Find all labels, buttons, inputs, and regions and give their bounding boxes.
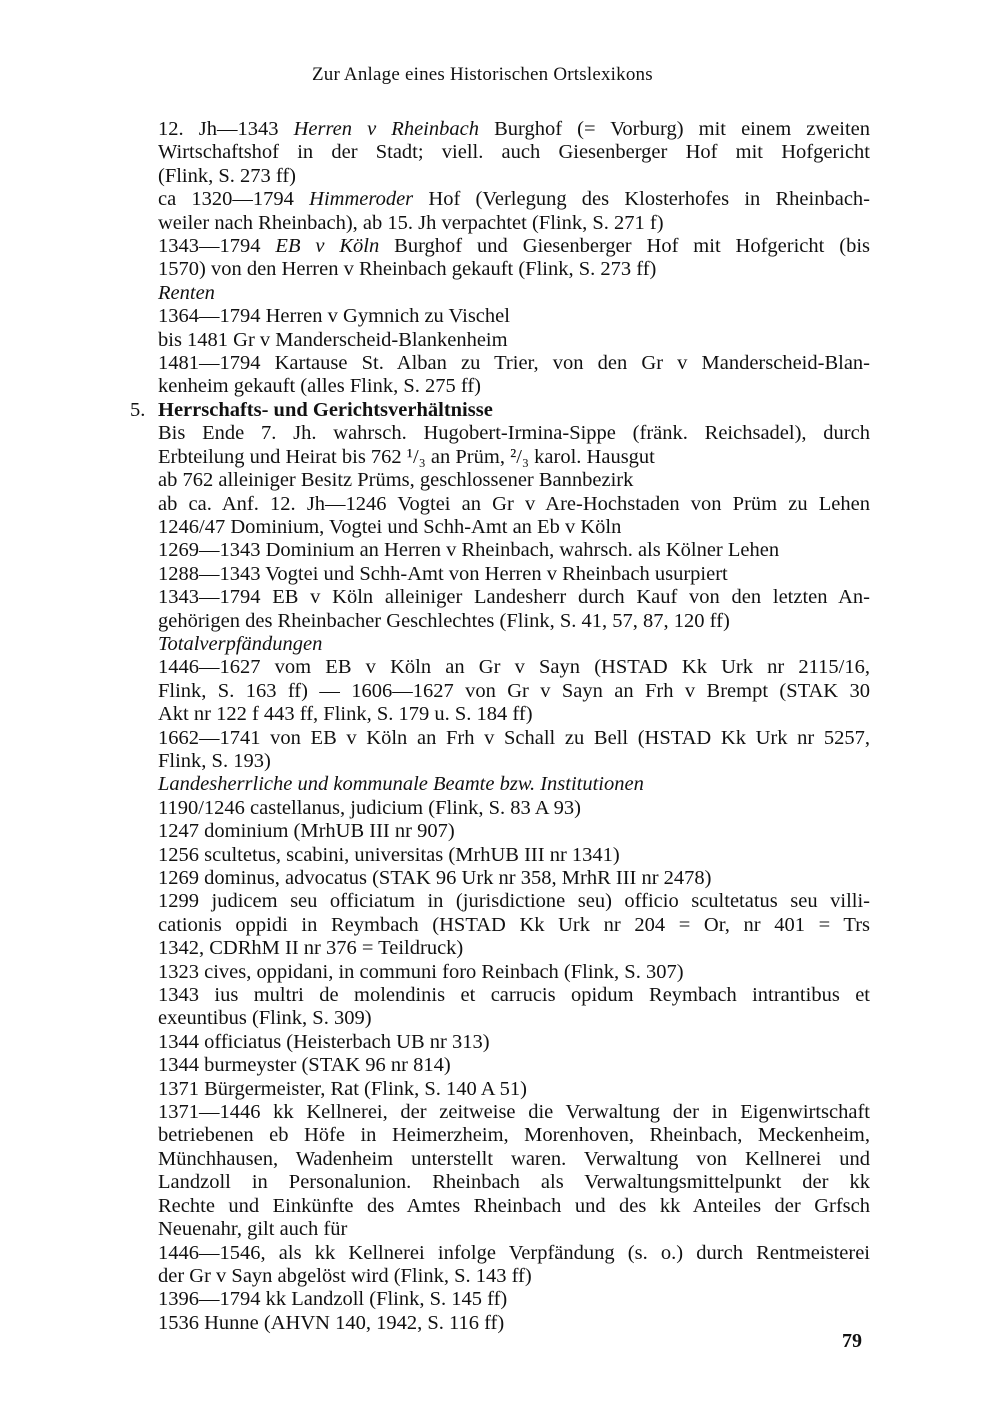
text-line: 1256 scultetus, scabini, universitas (MrhUB III nr 1341)	[158, 843, 620, 866]
text-line: kenheim gekauft (alles Flink, S. 275 ff)	[158, 375, 482, 398]
text-line: 1364—1794 Herren v Gymnich zu Vischel	[158, 305, 510, 328]
text-line: 1190/1246 castellanus, judicium (Flink, S. 83 A 93)	[158, 796, 581, 819]
text-line: Landzoll in Personalunion. Rheinbach als Verwaltungsmittelpunkt der kk	[158, 1171, 870, 1194]
text-line: Erbteilung und Heirat bis 762 ¹/₃ an Prüm, ²/₃ karol. Hausgut	[158, 445, 655, 468]
text-line: 1536 Hunne (AHVN 140, 1942, S. 116 ff)	[158, 1311, 505, 1334]
text-line: 1247 dominium (MrhUB III nr 907)	[158, 820, 455, 843]
text-line: 1269—1343 Dominium an Herren v Rheinbach, wahrsch. als Kölner Lehen	[158, 539, 780, 562]
section-subheading: Landesherrliche und kommunale Beamte bzw. Institutionen	[158, 773, 644, 796]
text-line: 1299 judicem seu officiatum in (jurisdictione seu) officio scultetatus seu villi-	[158, 890, 870, 913]
text-body	[130, 118, 871, 1335]
text-line: 1662—1741 von EB v Köln an Frh v Schall zu Bell (HSTAD Kk Urk nr 5257,	[158, 726, 870, 749]
section-heading: 5. Herrschafts- und Gerichtsverhältnisse	[130, 398, 493, 421]
text-line: 1342, CDRhM II nr 376 = Teildruck)	[158, 937, 464, 960]
text-line: 1269 dominus, advocatus (STAK 96 Urk nr 358, MrhR III nr 2478)	[158, 867, 712, 889]
text-line: 1446—1546, als kk Kellnerei infolge Verpfändung (s. o.) durch Rentmeisterei	[158, 1241, 870, 1264]
text-line: 1570) von den Herren v Rheinbach gekauft (Flink, S. 273 ff)	[158, 258, 657, 281]
section-subheading: Renten	[158, 281, 215, 304]
text-line: gehörigen des Rheinbacher Geschlechtes (Flink, S. 41, 57, 87, 120 ff)	[158, 609, 730, 632]
text-line: Wirtschaftshof in der Stadt; viell. auch Giesenberger Hof mit Hofgericht	[158, 141, 870, 164]
text-line: 1344 burmeyster (STAK 96 nr 814)	[158, 1054, 451, 1077]
text-line: 1343—1794 EB v Köln Burghof und Giesenberger Hof mit Hofgericht (bis	[158, 235, 871, 258]
page-number: 79	[842, 1330, 862, 1352]
text-line: 1343 ius multri de molendinis et carrucis opidum Reymbach intrantibus et	[158, 984, 870, 1007]
text-line: ca 1320—1794 Himmeroder Hof (Verlegung des Klosterhofes in Rheinbach-	[158, 188, 870, 211]
running-header: Zur Anlage eines Historischen Ortslexikons	[312, 64, 653, 85]
text-line: exeuntibus (Flink, S. 309)	[158, 1007, 372, 1030]
text-line: 1344 officiatus (Heisterbach UB nr 313)	[158, 1030, 490, 1053]
text-line: Flink, S. 193)	[158, 749, 271, 772]
text-line: der Gr v Sayn abgelöst wird (Flink, S. 143 ff)	[158, 1264, 532, 1287]
text-line: 1323 cives, oppidani, in communi foro Reinbach (Flink, S. 307)	[158, 960, 684, 983]
text-line: 1396—1794 kk Landzoll (Flink, S. 145 ff)	[158, 1288, 508, 1311]
text-line: ab ca. Anf. 12. Jh—1246 Vogtei an Gr v Are-Hochstaden von Prüm zu Lehen	[158, 492, 870, 515]
text-line: Rechte und Einkünfte des Amtes Rheinbach und des kk Anteiles der Grfsch	[158, 1194, 870, 1217]
text-line: 1371—1446 kk Kellnerei, der zeitweise die Verwaltung der in Eigenwirtschaft	[158, 1101, 870, 1124]
text-line: weiler nach Rheinbach), ab 15. Jh verpachtet (Flink, S. 271 f)	[158, 211, 664, 234]
text-line: (Flink, S. 273 ff)	[158, 164, 297, 187]
text-line: Neuenahr, gilt auch für	[158, 1218, 348, 1241]
text-line: 1288—1343 Vogtei und Schh-Amt von Herren v Rheinbach usurpiert	[158, 562, 728, 585]
text-line: Münchhausen, Wadenheim unterstellt waren. Verwaltung von Kellnerei und	[158, 1147, 870, 1170]
text-line: 1371 Bürgermeister, Rat (Flink, S. 140 A 51)	[158, 1077, 527, 1100]
text-line: bis 1481 Gr v Manderscheid-Blankenheim	[158, 328, 508, 351]
text-line: 1246/47 Dominium, Vogtei und Schh-Amt an Eb v Köln	[158, 515, 622, 538]
text-line: 1343—1794 EB v Köln alleiniger Landesherr durch Kauf von den letzten An-	[158, 586, 870, 609]
text-line: 1446—1627 vom EB v Köln an Gr v Sayn (HSTAD Kk Urk nr 2115/16,	[158, 656, 870, 679]
text-line: 12. Jh—1343 Herren v Rheinbach Burghof (= Vorburg) mit einem zweiten	[158, 118, 870, 140]
text-line: Akt nr 122 f 443 ff, Flink, S. 179 u. S. 184 ff)	[158, 703, 533, 726]
text-line: betriebenen eb Höfe in Heimerzheim, Morenhoven, Rheinbach, Meckenheim,	[158, 1124, 870, 1147]
section-number: 5.	[130, 398, 146, 421]
text-line: cationis oppidi in Reymbach (HSTAD Kk Urk nr 204 = Or, nr 401 = Trs	[158, 913, 870, 936]
text-line: Flink, S. 163 ff) — 1606—1627 von Gr v Sayn an Frh v Brempt (STAK 30	[158, 679, 870, 702]
text-line: ab 762 alleiniger Besitz Prüms, geschlossener Bannbezirk	[158, 469, 634, 492]
text-line: Bis Ende 7. Jh. wahrsch. Hugobert-Irmina-Sippe (fränk. Reichsadel), durch	[158, 422, 870, 445]
section-subheading: Totalverpfändungen	[158, 632, 323, 655]
text-line: 1481—1794 Kartause St. Alban zu Trier, von den Gr v Manderscheid-Blan-	[158, 352, 870, 375]
